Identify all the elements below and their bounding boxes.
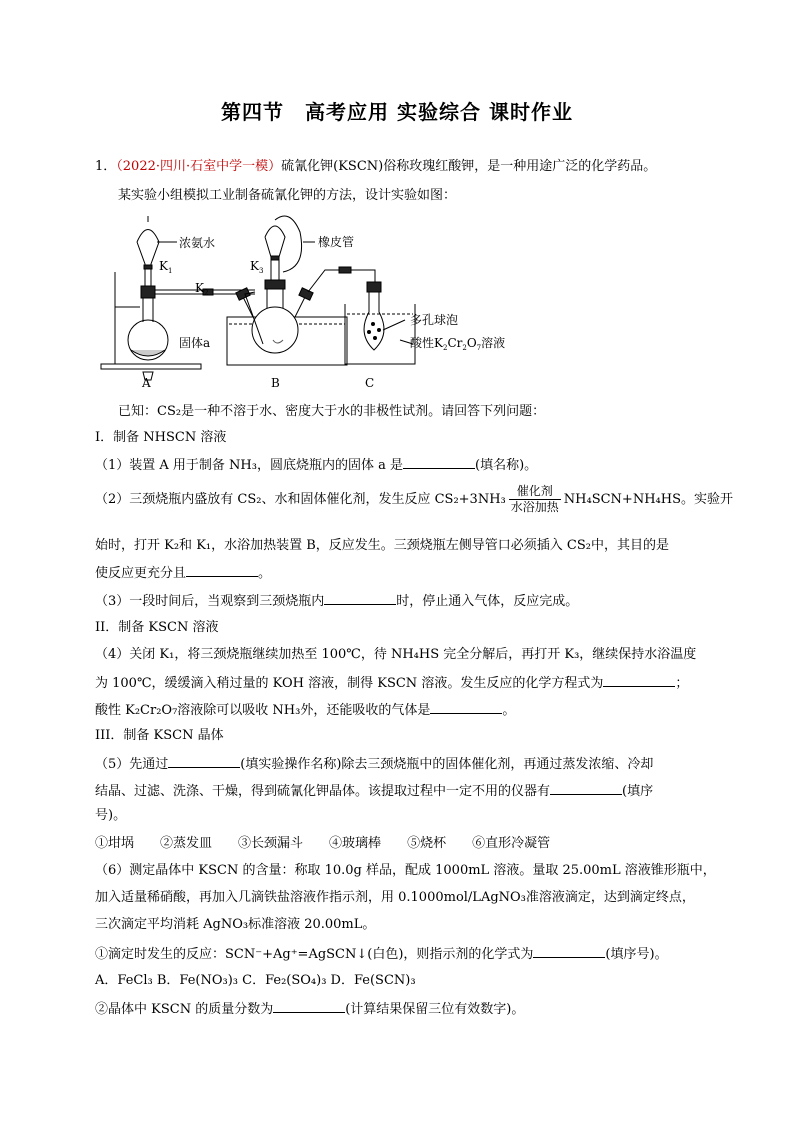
- answer-blank-2[interactable]: [186, 562, 258, 577]
- part-4-line-3: 酸性 K₂Cr₂O₇溶液除可以吸收 NH₃外，还能吸收的气体是 。: [95, 699, 710, 721]
- part-4-line-2: 为 100℃，缓缓滴入稍过量的 KOH 溶液，制得 KSCN 溶液。发生反应的化学方程式为 ；: [95, 672, 710, 694]
- label-solid-a: 固体a: [179, 336, 211, 350]
- label-b: B: [271, 376, 280, 390]
- section-2-heading: II．制备 KSCN 溶液: [95, 620, 219, 635]
- question-number: 1．: [95, 159, 117, 174]
- part-3: （3）一段时间后，当观察到三颈烧瓶内 时，停止通入气体，反应完成。: [95, 590, 710, 612]
- apparatus-diagram: [95, 212, 535, 392]
- option-item: ②蒸发皿: [160, 836, 213, 851]
- options-list: [95, 834, 710, 854]
- answer-blank-7[interactable]: [550, 780, 622, 795]
- answer-blank-1[interactable]: [403, 454, 475, 469]
- part-6-line-4: ①滴定时发生的反应：SCN⁻+Ag⁺=AgSCN↓(白色)，则指示剂的化学式为 (填序号)。: [95, 943, 710, 965]
- answer-blank-6[interactable]: [168, 753, 240, 768]
- question-1-line-2: 某实验小组模拟工业制备硫氰化钾的方法，设计实验如图：: [118, 188, 457, 203]
- part-5-line-3: 号)。: [95, 808, 127, 823]
- part-6-line-5: ②晶体中 KSCN 的质量分数为 (计算结果保留三位有效数字)。: [95, 998, 710, 1020]
- answer-blank-3[interactable]: [324, 590, 396, 605]
- part-5-line-2: 结晶、过滤、洗涤、干燥，得到硫氰化钾晶体。该提取过程中一定不用的仪器有 (填序: [95, 780, 710, 802]
- part-2-line-1: （2）三颈烧瓶内盛放有 CS₂、水和固体催化剂，发生反应 CS₂+3NH₃ $\frac{\text{催化剂}}{\text{水浴加热}}$ NH₄SCN+NH₄HS。实验开: [95, 484, 733, 514]
- label-k1: $K_1$: [159, 259, 173, 275]
- part-4-line-1: （4）关闭 K₁，将三颈烧瓶继续加热至 100℃，待 NH₄HS 完全分解后，再打开 K₃，继续保持水浴温度: [95, 647, 697, 662]
- answer-blank-8[interactable]: [533, 943, 605, 958]
- part-6-line-2: 加入适量稀硝酸，再加入几滴铁盐溶液作指示剂，用 0.1000mol/LAgNO₃准溶液滴定，达到滴定终点，: [95, 890, 695, 905]
- label-porous-bubbler: 多孔球泡: [410, 313, 459, 327]
- question-intro: 硫氰化钾(KSCN)俗称玫瑰红酸钾，是一种用途广泛的化学药品。: [281, 159, 657, 174]
- part-2-line-2: 始时，打开 K₂和 K₁，水浴加热装置 B，反应发生。三颈烧瓶左侧导管口必须插入 CS₂中，其目的是: [95, 538, 669, 553]
- part-6-line-1: （6）测定晶体中 KSCN 的含量：称取 10.0g 样品，配成 1000mL 溶液。量取 25.00mL 溶液锥形瓶中，: [95, 863, 716, 878]
- page-title: 第四节 高考应用 实验综合 课时作业: [221, 100, 573, 124]
- label-k2: $K_2$: [195, 281, 209, 297]
- label-rubber-tube: 橡皮管: [318, 235, 355, 249]
- reaction-condition: $\frac{\text{催化剂}}{\text{水浴加热}}$: [510, 484, 559, 514]
- option-item: ⑤烧杯: [407, 836, 447, 851]
- label-k3: $K_3$: [250, 259, 264, 275]
- option-item: ③长颈漏斗: [238, 836, 304, 851]
- question-1-line-1: [95, 157, 710, 177]
- label-ammonia: 浓氨水: [179, 236, 216, 250]
- answer-blank-5[interactable]: [430, 699, 502, 714]
- label-c: C: [365, 376, 375, 390]
- section-3-heading: III．制备 KSCN 晶体: [95, 728, 224, 743]
- answer-blank-9[interactable]: [273, 998, 345, 1013]
- part-6-choices: A．FeCl₃ B．Fe(NO₃)₃ C．Fe₂(SO₄)₃ D．Fe(SCN)₃: [95, 973, 416, 988]
- label-dichromate-solution: 酸性$K_2Cr_2O_7$溶液: [410, 336, 506, 352]
- part-2-line-3: 使反应更充分且 。: [95, 562, 710, 584]
- option-item: ①坩埚: [95, 836, 135, 851]
- section-1-heading: I．制备 NHSCN 溶液: [95, 430, 227, 445]
- option-item: ⑥直形冷凝管: [472, 836, 551, 851]
- answer-blank-4[interactable]: [603, 672, 675, 687]
- part-5-line-1: （5）先通过 (填实验操作名称)除去三颈烧瓶中的固体催化剂，再通过蒸发浓缩、冷却: [95, 753, 710, 775]
- option-item: ④玻璃棒: [329, 836, 382, 851]
- question-source: （2022·四川·石室中学一模）: [116, 159, 282, 174]
- part-1: （1）装置 A 用于制备 NH₃，圆底烧瓶内的固体 a 是 (填名称)。: [95, 454, 710, 476]
- part-6-line-3: 三次滴定平均消耗 AgNO₃标准溶液 20.00mL。: [95, 917, 376, 932]
- label-a: A: [142, 376, 151, 390]
- apparatus-c: [345, 282, 415, 364]
- known-info: 已知：CS₂是一种不溶于水、密度大于水的非极性试剂。请回答下列问题：: [118, 404, 546, 419]
